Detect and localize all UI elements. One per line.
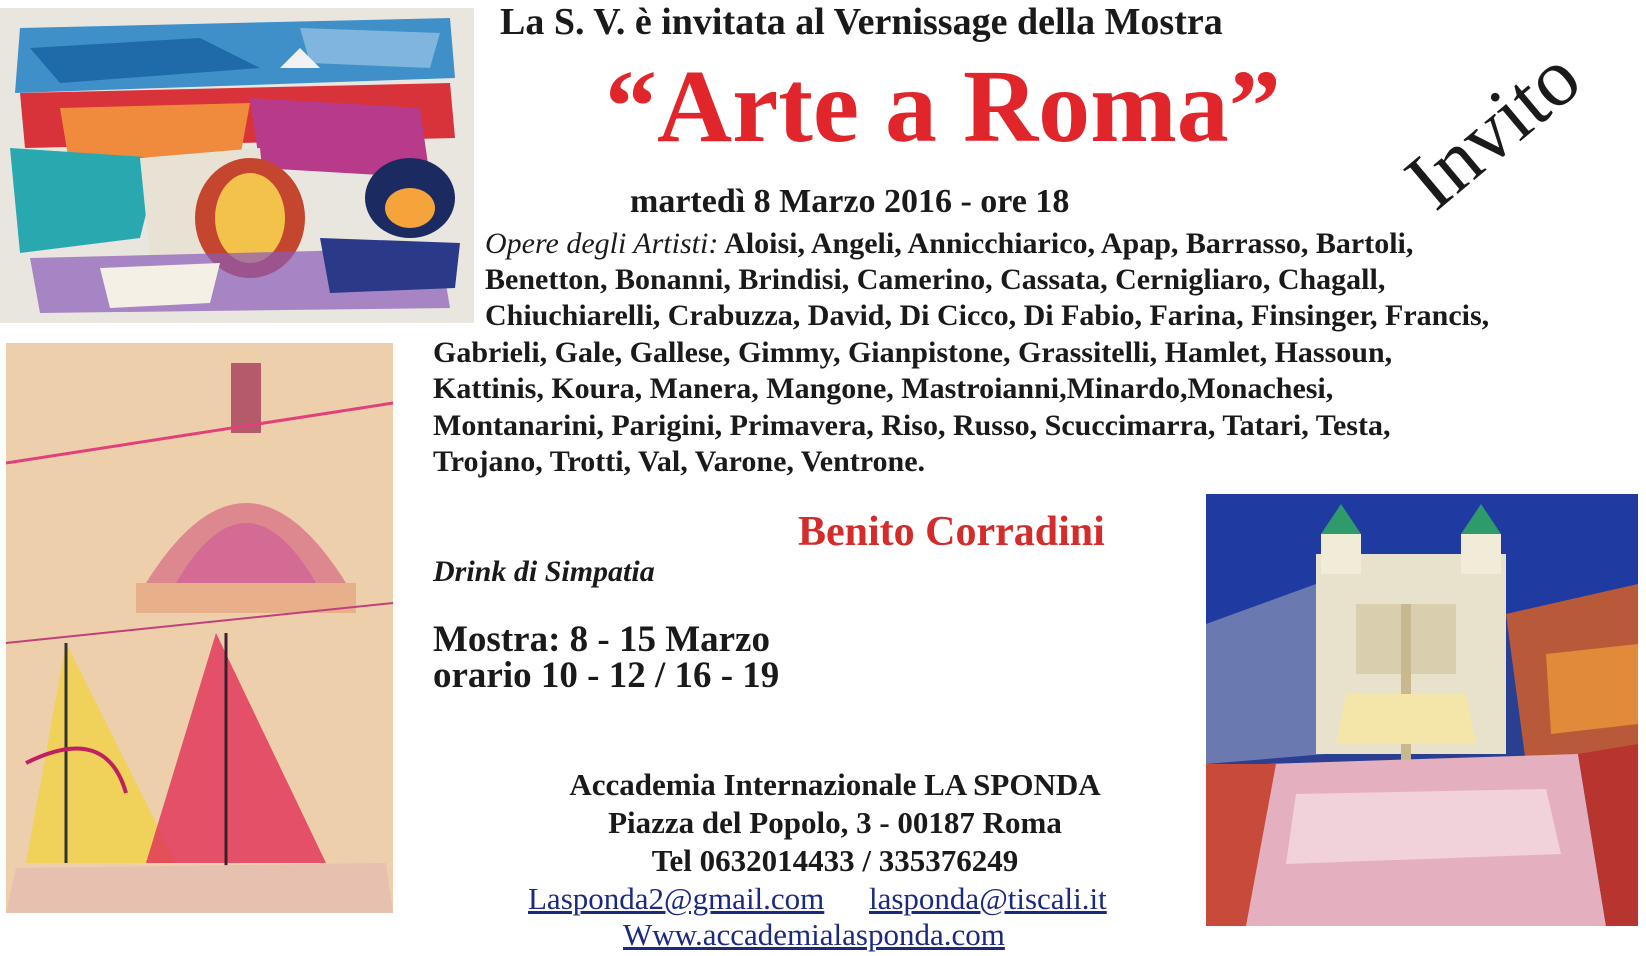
painting-rome-panorama xyxy=(0,8,474,323)
drink-note: Drink di Simpatia xyxy=(433,555,655,588)
painting-dome-sails xyxy=(6,343,393,913)
artists-line: Montanarini, Parigini, Primavera, Riso, Russo, Scuccimarra, Tatari, Testa, xyxy=(433,409,1391,442)
opening-hours: orario 10 - 12 / 16 - 19 xyxy=(433,655,780,696)
artists-line: Trojano, Trotti, Val, Varone, Ventrone. xyxy=(433,445,926,478)
exhibition-title: “Arte a Roma” xyxy=(605,49,1281,164)
academy-address: Piazza del Popolo, 3 - 00187 Roma xyxy=(608,805,1062,840)
curator-name: Benito Corradini xyxy=(798,509,1105,555)
artists-line: Benetton, Bonanni, Brindisi, Camerino, Cassata, Cernigliaro, Chagall, xyxy=(485,263,1386,296)
artists-names: Aloisi, Angeli, Annicchiarico, Apap, Barrasso, Bartoli, xyxy=(724,227,1414,260)
artists-label: Opere degli Artisti: xyxy=(485,227,719,260)
exhibition-dates: Mostra: 8 - 15 Marzo xyxy=(433,619,770,660)
invitation-intro: La S. V. è invitata al Vernissage della Mostra xyxy=(500,1,1223,43)
email-link-gmail[interactable]: Lasponda2@gmail.com xyxy=(528,881,825,916)
artists-line: Kattinis, Koura, Manera, Mangone, Mastroianni,Minardo,Monachesi, xyxy=(433,372,1334,405)
artists-line: Gabrieli, Gale, Gallese, Gimmy, Gianpistone, Grassitelli, Hamlet, Hassoun, xyxy=(433,336,1393,369)
email-link-tiscali[interactable]: lasponda@tiscali.it xyxy=(869,881,1107,916)
painting-trinita-dei-monti xyxy=(1206,494,1638,926)
artists-line xyxy=(485,226,1413,262)
website-link[interactable]: Www.accademialasponda.com xyxy=(623,917,1005,952)
artists-line: Chiuchiarelli, Crabuzza, David, Di Cicco, Di Fabio, Farina, Finsinger, Francis, xyxy=(485,299,1490,332)
invito-badge: Invito xyxy=(1388,30,1597,227)
vernissage-date: martedì 8 Marzo 2016 - ore 18 xyxy=(630,183,1070,220)
academy-name: Accademia Internazionale LA SPONDA xyxy=(569,767,1101,802)
academy-phone: Tel 0632014433 / 335376249 xyxy=(651,843,1019,878)
